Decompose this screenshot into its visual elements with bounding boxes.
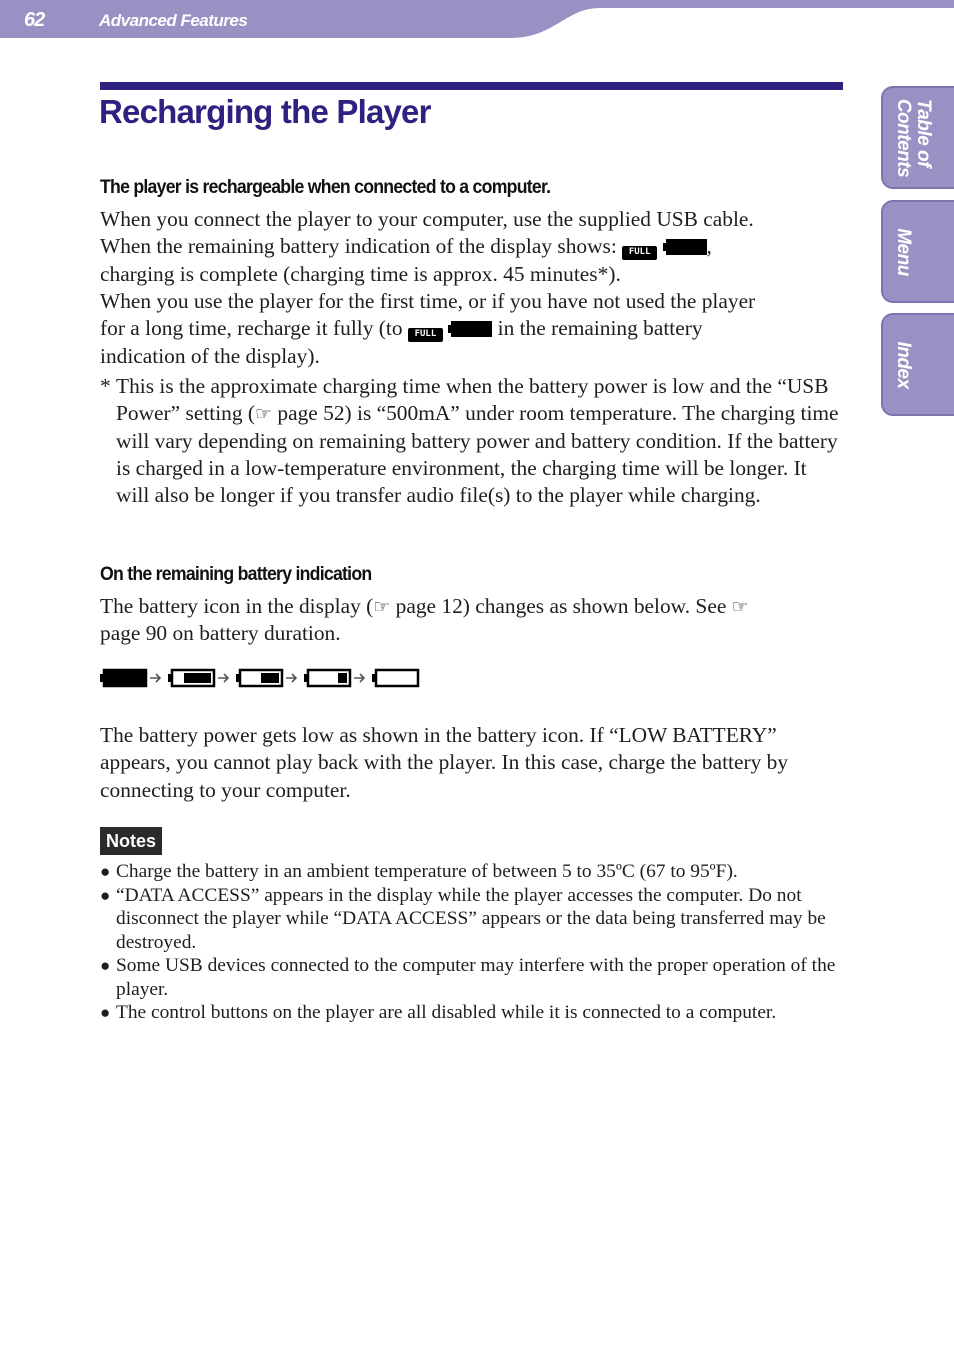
note-item <box>100 884 845 955</box>
page-number: 62 <box>24 9 45 31</box>
footnote-text <box>116 373 845 509</box>
notes-badge: Notes <box>100 827 162 855</box>
footnote-text-part: This is the approximate charging time when the battery power is low and the “USB Power” setting ( <box>116 374 829 426</box>
text-line: When you use the player for the first time, or if you have not used the player <box>100 289 756 313</box>
note-text: The control buttons on the player are all disabled while it is connected to a computer. <box>116 1002 777 1023</box>
tab-table-of-contents[interactable] <box>881 86 954 189</box>
bullet-icon: ● <box>100 885 111 905</box>
tab-table-of-contents-label: Table of Contents <box>893 98 934 177</box>
text-line: for a long time, recharge it fully (to <box>100 316 403 341</box>
text-part: The battery icon in the display ( <box>100 594 374 618</box>
page-reference-icon: ☞ <box>731 596 749 618</box>
page-reference-icon: ☞ <box>255 403 273 426</box>
tab-menu-label: Menu <box>893 227 914 276</box>
page-title: Recharging the Player <box>99 93 431 130</box>
tab-index-label: Index <box>893 340 914 389</box>
title-rule <box>100 82 843 90</box>
arrow-right-icon <box>150 674 160 682</box>
battery-full-icon <box>663 239 707 255</box>
battery-level-icon <box>372 670 418 686</box>
note-text: Some USB devices connected to the computer may interfere with the proper operation of the player. <box>116 955 836 1000</box>
bullet-icon: ● <box>100 862 111 881</box>
footnote-text-part: page 52) is “500mA” under room temperature. The charging time will vary depending on remaining battery power and battery condition. If the battery is charged in a low-temperature environment, the charging time will be longer. It will also be longer if you transfer audio file(s) to the player while charging. <box>116 401 839 508</box>
section1-paragraph-2 <box>100 288 840 370</box>
section1-paragraph-1 <box>100 206 840 288</box>
text-punct: , <box>706 234 712 259</box>
text-line: page 90 on battery duration. <box>100 621 341 646</box>
full-icon: FULL <box>622 246 657 260</box>
page-reference-icon: ☞ <box>373 596 391 618</box>
text-line: When you connect the player to your computer, use the supplied USB cable. <box>100 207 754 231</box>
section2-paragraph-2: The battery power gets low as shown in the battery icon. If “LOW BATTERY” appears, you cannot play back with the player. In this case, charge the battery by connecting to your computer. <box>100 723 789 802</box>
note-item <box>100 860 845 884</box>
note-item <box>100 954 845 1001</box>
arrow-right-icon <box>286 674 296 682</box>
text-line: When the remaining battery indication of the display shows: <box>100 234 617 259</box>
battery-level-icon <box>304 670 350 686</box>
bullet-icon: ● <box>100 1003 111 1022</box>
battery-full-icon <box>448 321 492 337</box>
bullet-icon: ● <box>100 956 111 975</box>
section-heading-battery-indication: On the remaining battery indication <box>100 564 372 585</box>
battery-level-icon <box>168 670 214 686</box>
section-name: Advanced Features <box>99 11 248 30</box>
page-header <box>0 0 954 40</box>
battery-sequence-graphic <box>100 667 430 689</box>
section-heading-rechargeable: The player is rechargeable when connected to a computer. <box>100 177 551 198</box>
text-line: charging is complete (charging time is approx. 45 minutes*). <box>100 261 621 286</box>
full-icon: FULL <box>408 328 443 342</box>
battery-level-icon <box>236 670 282 686</box>
notes-list <box>100 860 845 1025</box>
tab-menu[interactable] <box>881 200 954 303</box>
footnote <box>100 373 845 509</box>
text-line: indication of the display). <box>100 343 320 368</box>
note-text: Charge the battery in an ambient temperature of between 5 to 35ºC (67 to 95ºF). <box>116 861 738 882</box>
tab-index[interactable] <box>881 313 954 416</box>
arrow-right-icon <box>354 674 364 682</box>
text-part: page 12) changes as shown below. See <box>390 594 732 618</box>
arrow-right-icon <box>218 674 228 682</box>
text-line: in the remaining battery <box>497 316 703 341</box>
note-text: “DATA ACCESS” appears in the display while the player accesses the computer. Do not disconnect the player while “DATA ACCESS” appears or the data being transferred may be destroyed. <box>116 884 826 953</box>
section2-paragraph-1 <box>100 593 840 648</box>
note-item <box>100 1001 845 1025</box>
footnote-mark: * <box>100 374 111 398</box>
battery-level-icon <box>100 670 146 686</box>
